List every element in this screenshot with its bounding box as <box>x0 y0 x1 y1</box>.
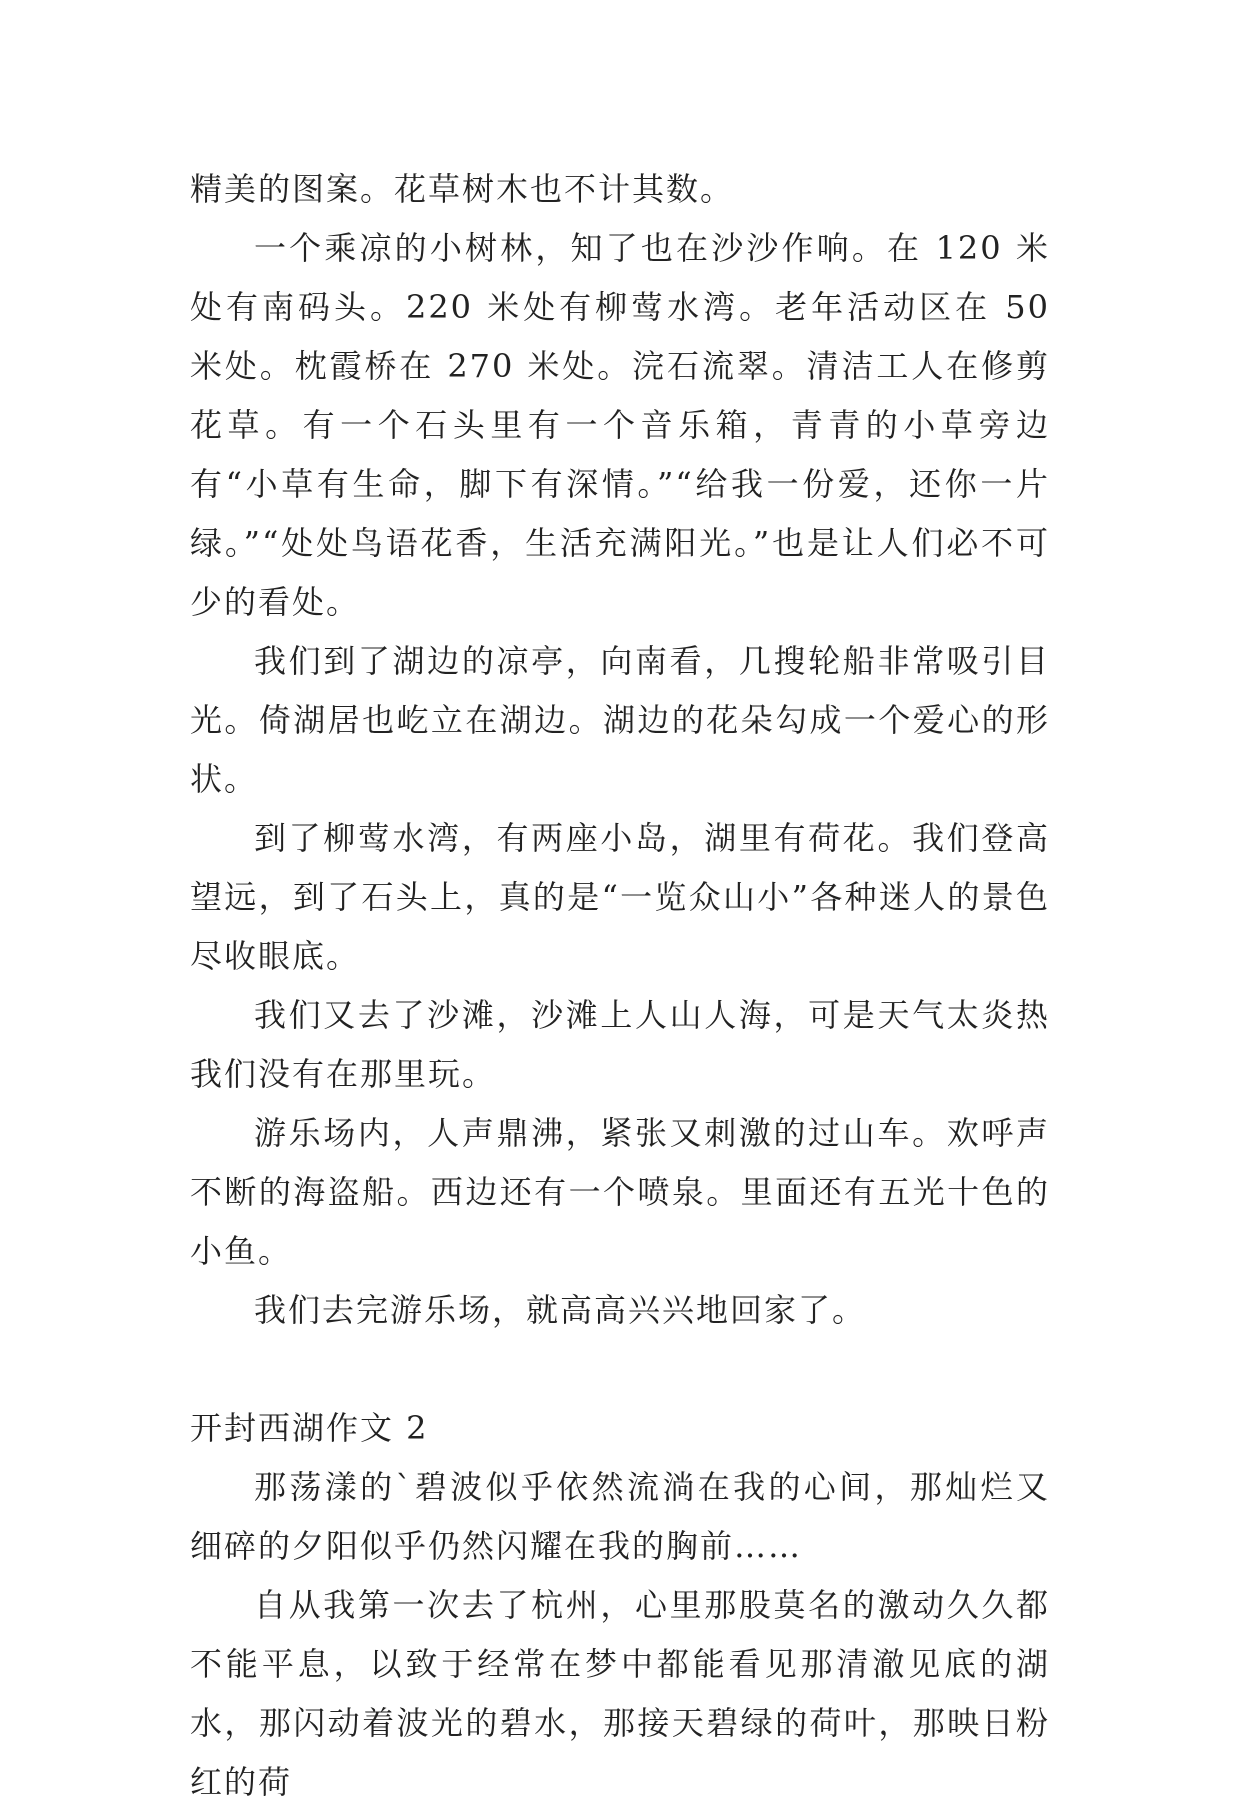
paragraph-grove: 一个乘凉的小树林，知了也在沙沙作响。在 120 米处有南码头。220 米处有柳莺水湾。老年活动区在 50 米处。枕霞桥在 270 米处。浣石流翠。清洁工人在修剪花草。有一个石头里有一个音乐箱，青青的小草旁边有“小草有生命，脚下有深情。”“给我一份爱，还你一片绿。”“处处鸟语花香，生活充满阳光。”也是让人们必不可少的看处。 <box>190 229 1050 621</box>
paragraph-pavilion: 我们到了湖边的凉亭，向南看，几搜轮船非常吸引目光。倚湖居也屹立在湖边。湖边的花朵勾成一个爱心的形状。 <box>190 642 1050 798</box>
document-body <box>190 160 1050 1812</box>
paragraph-amusement-park: 游乐场内，人声鼎沸，紧张又刺激的过山车。欢呼声不断的海盗船。西边还有一个喷泉。里面还有五光十色的小鱼。 <box>190 1114 1050 1270</box>
paragraph-willow-bay: 到了柳莺水湾，有两座小岛，湖里有荷花。我们登高望远，到了石头上，真的是“一览众山小”各种迷人的景色尽收眼底。 <box>190 819 1050 975</box>
paragraph-continuation: 精美的图案。花草树木也不计其数。 <box>190 170 735 208</box>
paragraph-ripples: 那荡漾的`碧波似乎依然流淌在我的心间，那灿烂又细碎的夕阳似乎仍然闪耀在我的胸前…… <box>190 1468 1050 1565</box>
paragraph-go-home: 我们去完游乐场，就高高兴兴地回家了。 <box>254 1291 867 1329</box>
section-title: 开封西湖作文 2 <box>190 1409 429 1447</box>
paragraph-hangzhou: 自从我第一次去了杭州，心里那股莫名的激动久久都不能平息，以致于经常在梦中都能看见那清澈见底的湖水，那闪动着波光的碧水，那接天碧绿的荷叶，那映日粉红的荷 <box>190 1586 1050 1801</box>
paragraph-beach: 我们又去了沙滩，沙滩上人山人海，可是天气太炎热我们没有在那里玩。 <box>190 996 1050 1093</box>
section-spacer <box>190 1340 1050 1399</box>
